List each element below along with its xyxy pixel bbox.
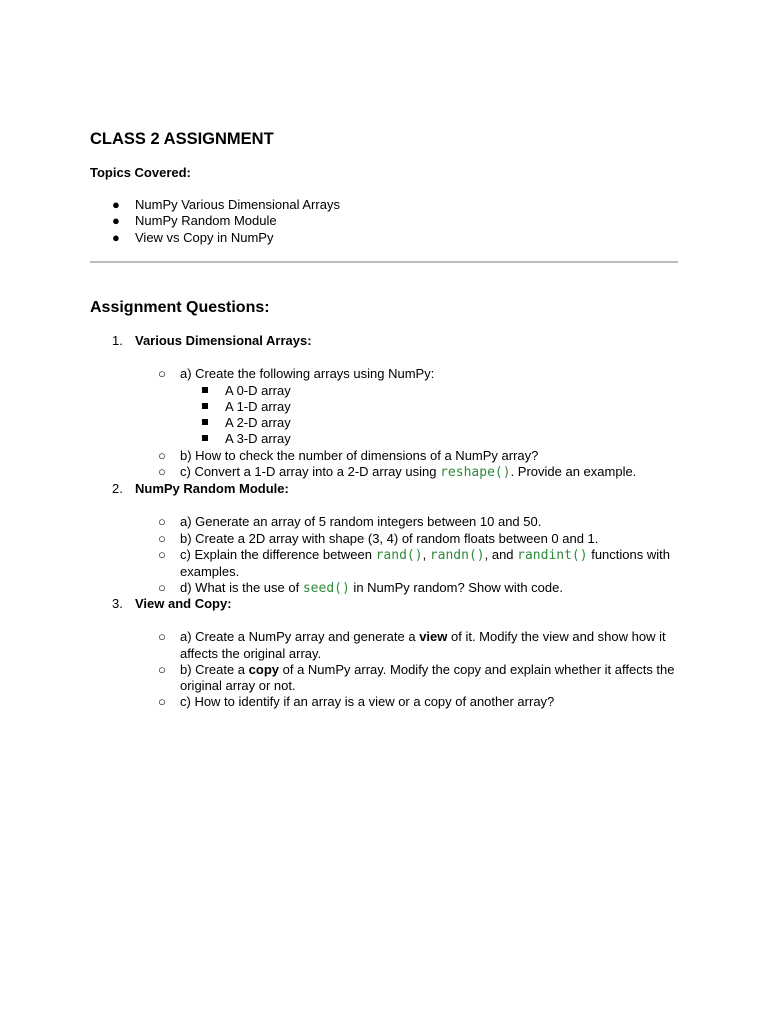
circle-bullet-icon: ○ [158, 694, 166, 710]
section-heading: Assignment Questions: [90, 299, 270, 316]
question-2-title: 2. NumPy Random Module: [112, 481, 289, 496]
list-item: ○ c) Convert a 1-D array into a 2-D array using reshape(). Provide an example. [158, 464, 637, 481]
document-title: CLASS 2 ASSIGNMENT [90, 130, 274, 148]
question-1 [90, 333, 690, 481]
list-item: A 2-D array [180, 415, 684, 431]
square-bullet-icon [202, 419, 208, 425]
question-1-subquestions [90, 366, 690, 481]
list-item: ● View vs Copy in NumPy [112, 229, 274, 245]
code-randint: randint() [517, 547, 588, 563]
list-item: ○ b) How to check the number of dimensions of a NumPy array? [158, 447, 539, 463]
list-item: ○ c) How to identify if an array is a view or a copy of another array? [158, 694, 555, 710]
topics-list [90, 197, 340, 246]
horizontal-divider [90, 261, 678, 263]
code-reshape: reshape() [440, 465, 511, 481]
code-randn: randn() [429, 547, 485, 563]
circle-bullet-icon: ○ [158, 546, 166, 562]
circle-bullet-icon: ○ [158, 464, 166, 480]
square-bullet-icon [202, 403, 208, 409]
question-3 [90, 596, 690, 711]
list-item: ○ a) Generate an array of 5 random integers between 10 and 50. [158, 514, 542, 530]
bullet-icon: ● [112, 197, 120, 212]
list-item: ○ a) Create a NumPy array and generate a view of it. Modify the view and show how it affects the original array. [158, 629, 666, 661]
list-item: ● NumPy Various Dimensional Arrays [112, 197, 340, 212]
list-item: ○ d) What is the use of seed() in NumPy random? Show with code. [158, 580, 563, 597]
list-item: ○ b) Create a 2D array with shape (3, 4) of random floats between 0 and 1. [158, 530, 599, 546]
question-1-title: 1. Various Dimensional Arrays: [112, 333, 312, 348]
square-bullet-icon [202, 435, 208, 441]
question-2 [90, 481, 690, 598]
list-item: A 1-D array [180, 399, 684, 415]
circle-bullet-icon: ○ [158, 366, 166, 382]
circle-bullet-icon: ○ [158, 447, 166, 463]
code-seed: seed() [302, 581, 350, 597]
bullet-icon: ● [112, 213, 120, 229]
question-3-subquestions [90, 629, 690, 710]
circle-bullet-icon: ○ [158, 661, 166, 677]
list-item: A 0-D array [180, 383, 684, 399]
list-item: A 3-D array [180, 431, 684, 447]
circle-bullet-icon: ○ [158, 514, 166, 530]
question-3-title: 3. View and Copy: [112, 596, 232, 611]
list-item: ○ a) Create the following arrays using NumPy: A 0-D array A 1-D array A 2-D array A 3-D array [90, 366, 684, 447]
question-2-subquestions [90, 514, 690, 597]
topics-heading: Topics Covered: [90, 165, 191, 180]
array-types-list [180, 383, 684, 448]
code-rand: rand() [375, 547, 423, 563]
circle-bullet-icon: ○ [158, 580, 166, 596]
list-item: ● NumPy Random Module [112, 213, 277, 229]
circle-bullet-icon: ○ [158, 629, 166, 645]
list-item: ○ c) Explain the difference between rand(), randn(), and randint() functions with examples. [158, 546, 670, 580]
list-item: ○ b) Create a copy of a NumPy array. Modify the copy and explain whether it affects the original array or not. [158, 661, 675, 694]
square-bullet-icon [202, 387, 208, 393]
bullet-icon: ● [112, 229, 120, 245]
circle-bullet-icon: ○ [158, 530, 166, 546]
